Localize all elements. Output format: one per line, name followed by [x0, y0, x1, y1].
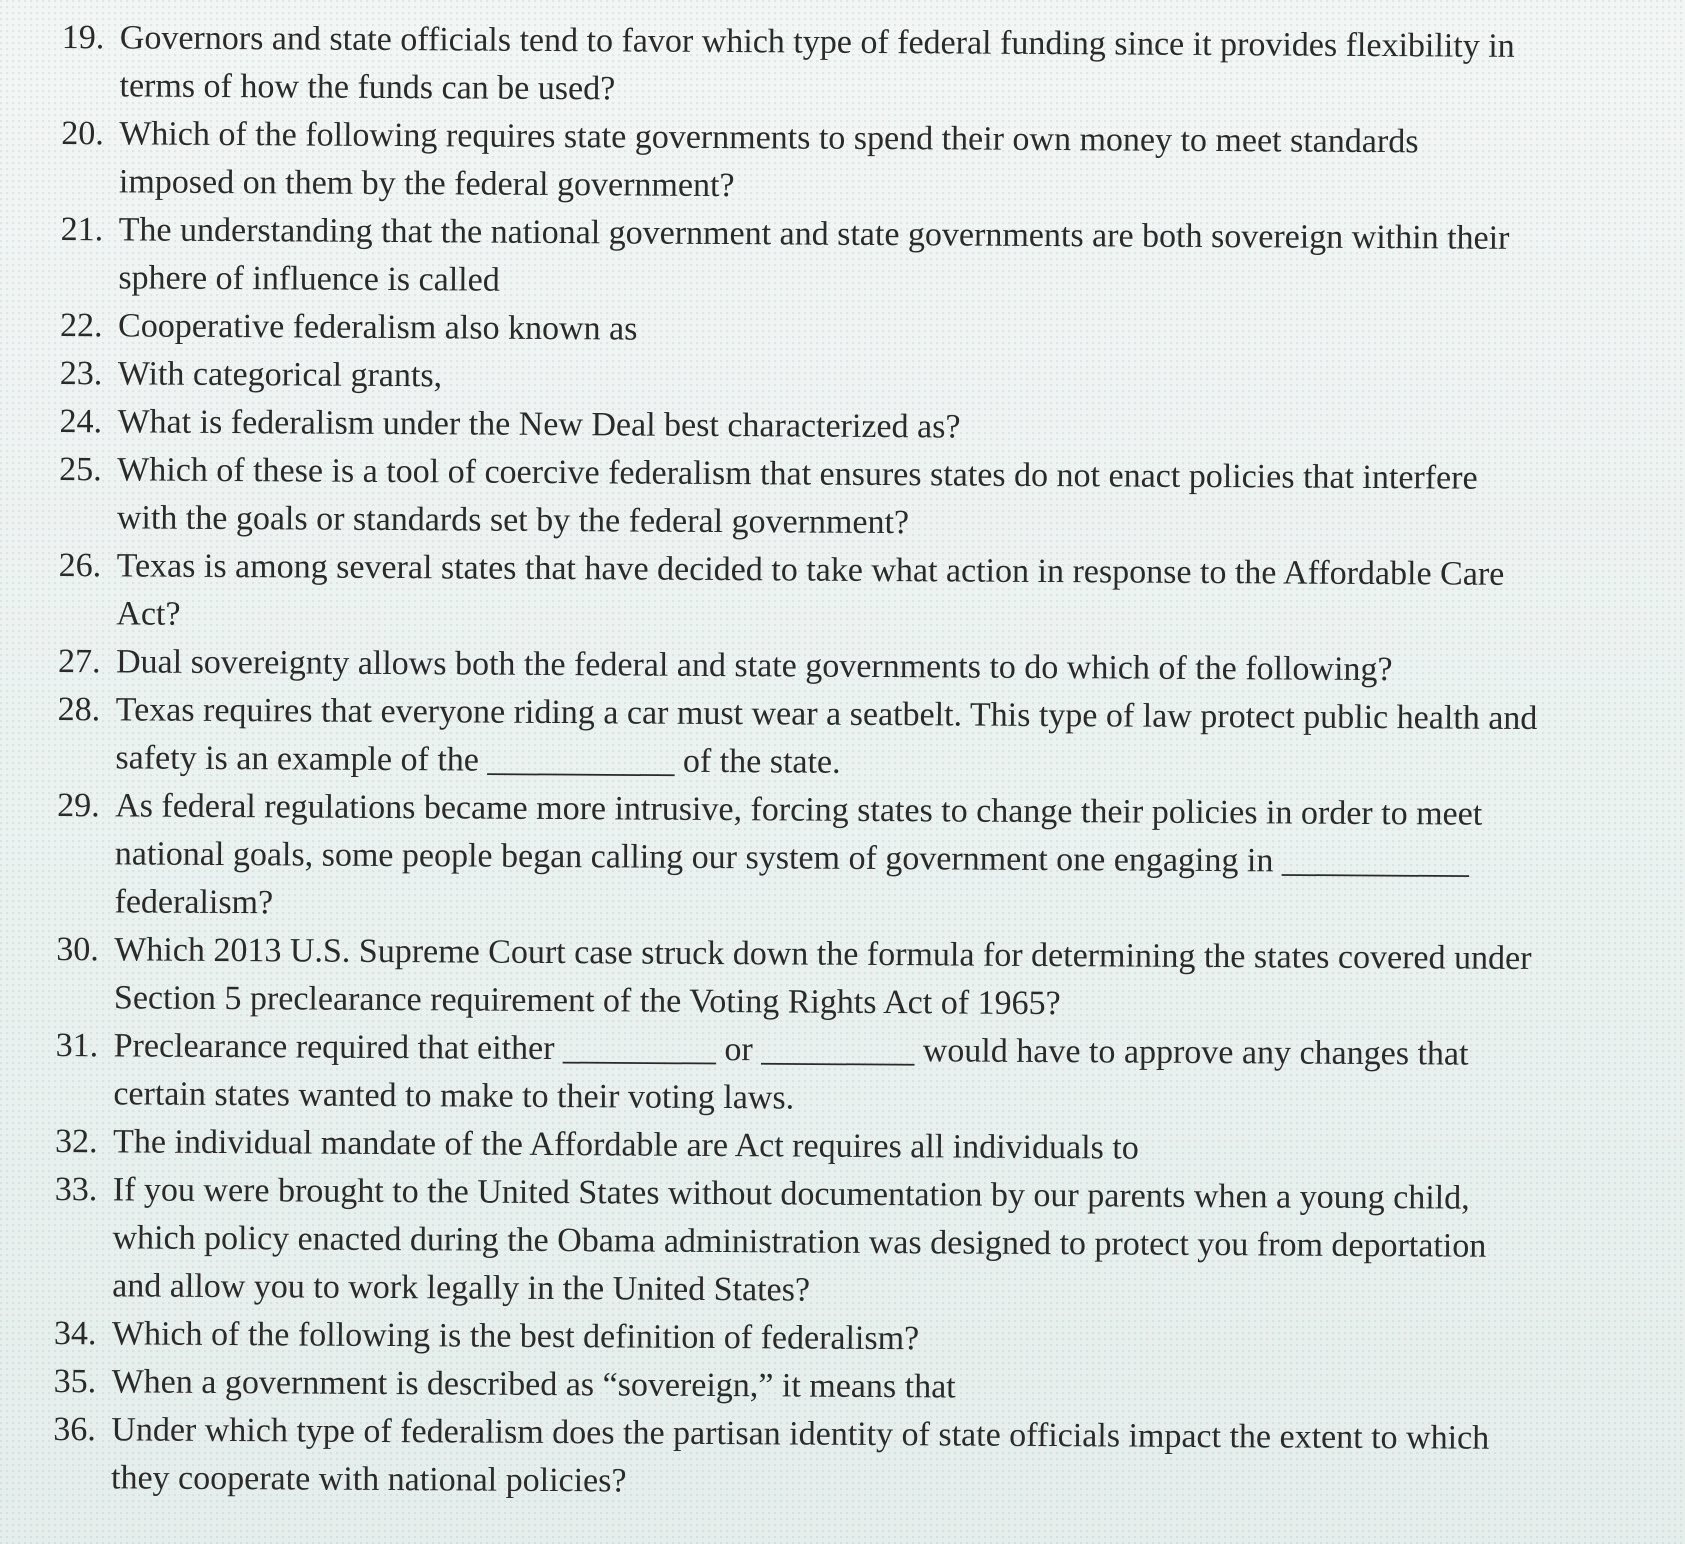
question-text: Which of the following is the best definition of federalism? — [111, 1315, 920, 1358]
question-number: 28. — [57, 690, 101, 729]
question-number: 30. — [56, 930, 99, 969]
question-number: 33. — [54, 1170, 98, 1209]
question-item-26 — [58, 542, 1539, 647]
question-text: What is federalism under the New Deal best characterized as? — [117, 403, 961, 446]
question-item-19 — [61, 14, 1542, 119]
question-number: 35. — [53, 1362, 97, 1401]
question-item-29 — [56, 782, 1537, 935]
question-number: 26. — [58, 546, 102, 585]
question-text: The understanding that the national government and state governments are both sovereign within their sphere of influence is called — [118, 211, 1519, 299]
question-text: Under which type of federalism does the partisan identity of state officials impact the extent to which they cooperate with national policies? — [110, 1411, 1498, 1500]
question-item-28 — [57, 686, 1546, 791]
question-text: If you were brought to the United States without documentation by our parents when a young child, which policy enacted during the Obama administration was designed to protect you from deportation and allow you to work legally in the United States? — [112, 1171, 1495, 1309]
question-number: 29. — [57, 786, 100, 825]
question-text: Preclearance required that either _________ or _________ would have to approve any changes that certain states wanted to make to their voting laws. — [113, 1027, 1478, 1117]
question-item-36 — [53, 1406, 1534, 1511]
question-list — [53, 14, 1546, 1511]
question-number: 19. — [61, 18, 105, 57]
question-item-20 — [61, 110, 1542, 215]
question-number: 34. — [53, 1314, 97, 1353]
question-text: Dual sovereignty allows both the federal and state governments to do which of the following? — [115, 643, 1393, 689]
question-text: Which of the following requires state governments to spend their own money to meet standards imposed on them by the federal government? — [118, 115, 1428, 205]
question-text: As federal regulations became more intrusive, forcing states to change their policies in order to meet national goals, some people began calling our system of government one engaging in ___________ federalism? — [114, 787, 1491, 922]
question-number: 24. — [59, 402, 103, 441]
question-item-21 — [60, 206, 1541, 311]
question-text: Texas requires that everyone riding a car must wear a seatbelt. This type of law protect public health and safety is an example of the ___________ of the state. — [115, 691, 1546, 781]
question-text: Texas is among several states that have decided to take what action in response to the Affordable Care Act? — [116, 547, 1512, 633]
question-text: Governors and state officials tend to favor which type of federal funding since it provides flexibility in terms of how the funds can be used? — [119, 19, 1524, 108]
question-item-25 — [59, 446, 1540, 551]
question-text: Which of these is a tool of coercive federalism that ensures states do not enact policies that interfere with the goals or standards set by the federal government? — [116, 451, 1487, 542]
question-number: 23. — [59, 354, 103, 393]
question-number: 32. — [54, 1122, 98, 1161]
question-text: The individual mandate of the Affordable are Act requires all individuals to — [112, 1123, 1139, 1167]
question-number: 36. — [53, 1410, 96, 1449]
question-number: 27. — [57, 642, 101, 681]
question-number: 25. — [59, 450, 102, 489]
question-number: 21. — [60, 210, 104, 249]
question-number: 20. — [61, 114, 104, 153]
question-item-31 — [55, 1022, 1536, 1127]
question-number: 31. — [55, 1026, 99, 1065]
question-number: 22. — [59, 306, 103, 345]
question-item-30 — [56, 926, 1541, 1031]
question-text: Cooperative federalism also known as — [117, 307, 638, 348]
question-text: With categorical grants, — [117, 355, 443, 395]
question-item-33 — [54, 1166, 1535, 1319]
question-text: Which 2013 U.S. Supreme Court case struck down the formula for determining the states covered under Section 5 preclearance requirement of the Voting Rights Act of 1965? — [113, 931, 1541, 1023]
question-text: When a government is described as “sovereign,” it means that — [111, 1363, 956, 1406]
